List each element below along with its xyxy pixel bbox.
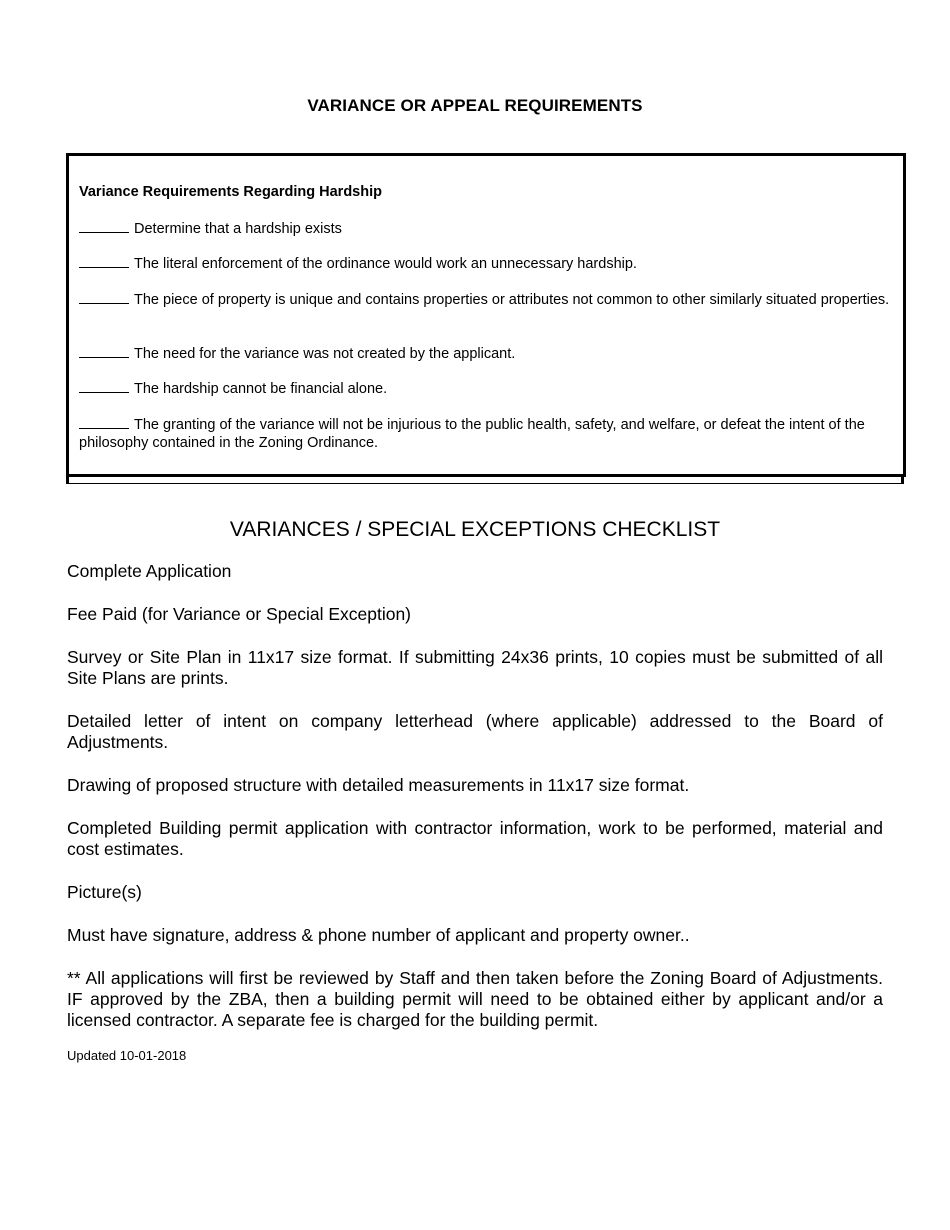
checkoff-blank[interactable] bbox=[79, 231, 129, 233]
checkoff-blank[interactable] bbox=[79, 266, 129, 268]
checklist-item: Detailed letter of intent on company letterhead (where applicable) addressed to the Board of Adjustments. bbox=[67, 711, 883, 752]
hardship-item bbox=[79, 416, 895, 452]
hardship-item-text: The piece of property is unique and contains properties or attributes not common to other similarly situated properties. bbox=[134, 292, 890, 308]
checklist-item: Must have signature, address & phone number of applicant and property owner.. bbox=[67, 925, 690, 945]
hardship-item-text: The literal enforcement of the ordinance would work an unnecessary hardship. bbox=[134, 256, 637, 272]
hardship-item bbox=[79, 380, 895, 398]
checklist-item: Drawing of proposed structure with detailed measurements in 11x17 size format. bbox=[67, 775, 690, 795]
hardship-item bbox=[79, 255, 895, 273]
hardship-item-text: Determine that a hardship exists bbox=[134, 221, 342, 237]
checkoff-blank[interactable] bbox=[79, 391, 129, 393]
hardship-heading: Variance Requirements Regarding Hardship bbox=[79, 184, 382, 200]
checklist-item: Picture(s) bbox=[67, 882, 142, 902]
checkoff-blank[interactable] bbox=[79, 427, 129, 429]
hardship-item-text: The need for the variance was not created by the applicant. bbox=[134, 346, 516, 362]
checklist-item: Fee Paid (for Variance or Special Exception) bbox=[67, 604, 412, 624]
checklist-item: Survey or Site Plan in 11x17 size format. If submitting 24x36 prints, 10 copies must be submitted of all Site Plans are prints. bbox=[67, 647, 883, 688]
hardship-item bbox=[79, 220, 895, 238]
updated-date: Updated 10-01-2018 bbox=[67, 1048, 187, 1063]
checkoff-blank[interactable] bbox=[79, 302, 129, 304]
hardship-item-text: The granting of the variance will not be injurious to the public health, safety, and welfare, or defeat the intent of the philosophy contained in the Zoning Ordinance. bbox=[79, 417, 865, 451]
checklist-note: ** All applications will first be reviewed by Staff and then taken before the Zoning Board of Adjustments. IF approved by the ZBA, then a building permit will need to be obtained either by applicant and/or a licensed contractor. A separate fee is charged for the building permit. bbox=[67, 968, 883, 1030]
checklist-item: Completed Building permit application with contractor information, work to be performed, material and cost estimates. bbox=[67, 818, 883, 859]
page-title: VARIANCE OR APPEAL REQUIREMENTS bbox=[307, 96, 643, 115]
box-bottom-divider bbox=[66, 474, 904, 484]
hardship-item-text: The hardship cannot be financial alone. bbox=[134, 381, 388, 397]
hardship-item bbox=[79, 291, 895, 309]
hardship-item bbox=[79, 345, 895, 363]
checklist-title: VARIANCES / SPECIAL EXCEPTIONS CHECKLIST bbox=[229, 518, 721, 541]
checklist-item: Complete Application bbox=[67, 561, 232, 581]
hardship-requirements-box bbox=[66, 153, 906, 477]
checkoff-blank[interactable] bbox=[79, 356, 129, 358]
